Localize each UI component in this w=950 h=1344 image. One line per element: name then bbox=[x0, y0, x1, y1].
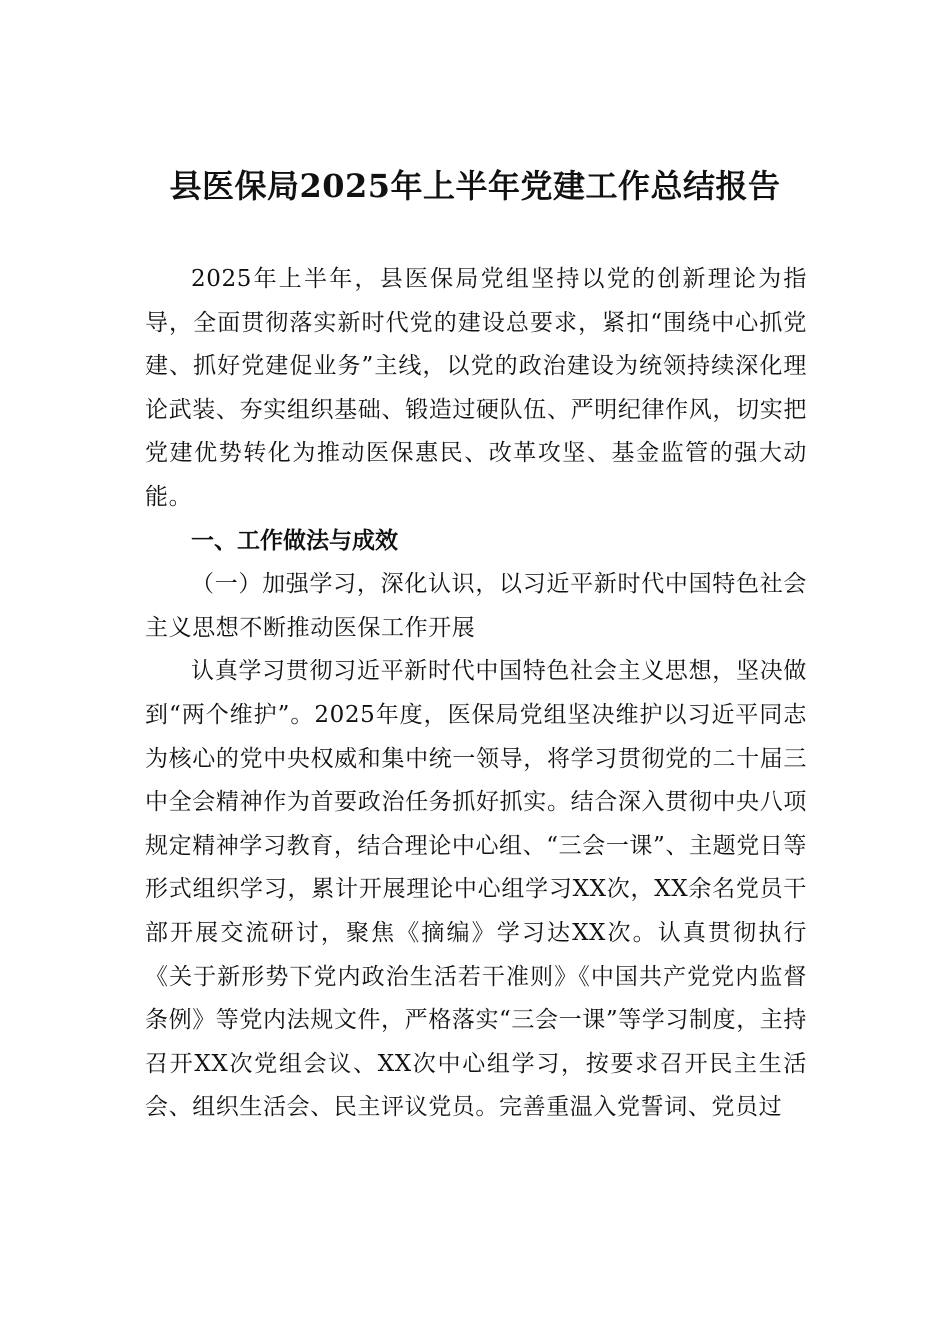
subsection-heading-1: （一）加强学习，深化认识，以习近平新时代中国特色社会主义思想不断推动医保工作开展 bbox=[145, 571, 807, 641]
section-heading-1: 一、工作做法与成效 bbox=[191, 527, 398, 554]
intro-paragraph: 2025年上半年，县医保局党组坚持以党的创新理论为指导，全面贯彻落实新时代党的建设总要求，紧扣“围绕中心抓党建、抓好党建促业务”主线，以党的政治建设为统领持续深化理论武装、夯实组织基础、锻造过硬队伍、严明纪律作风，切实把党建优势转化为推动医保惠民、改革攻坚、基金监管的强大动能。 bbox=[145, 266, 807, 510]
document-body bbox=[145, 258, 807, 1130]
document-title: 县医保局2025年上半年党建工作总结报告 bbox=[169, 167, 781, 205]
body-paragraph-2: 认真学习贯彻习近平新时代中国特色社会主义思想，坚决做到“两个维护”。2025年度，医保局党组坚决维护以习近平同志为核心的党中央权威和集中统一领导，将学习贯彻党的二十届三中全会精神作为首要政治任务抓好抓实。结合深入贯彻中央八项规定精神学习教育，结合理论中心组、“三会一课”、主题党日等形式组织学习，累计开展理论中心组学习XX次，XX余名党员干部开展交流研讨，聚焦《摘编》学习达XX次。认真贯彻执行《关于新形势下党内政治生活若干准则》《中国共产党党内监督条例》等党内法规文件，严格落实“三会一课”等学习制度，主持召开XX次党组会议、XX次中心组学习，按要求召开民主生活会、组织生活会、民主评议党员。完善重温入党誓词、党员过 bbox=[145, 658, 807, 1121]
